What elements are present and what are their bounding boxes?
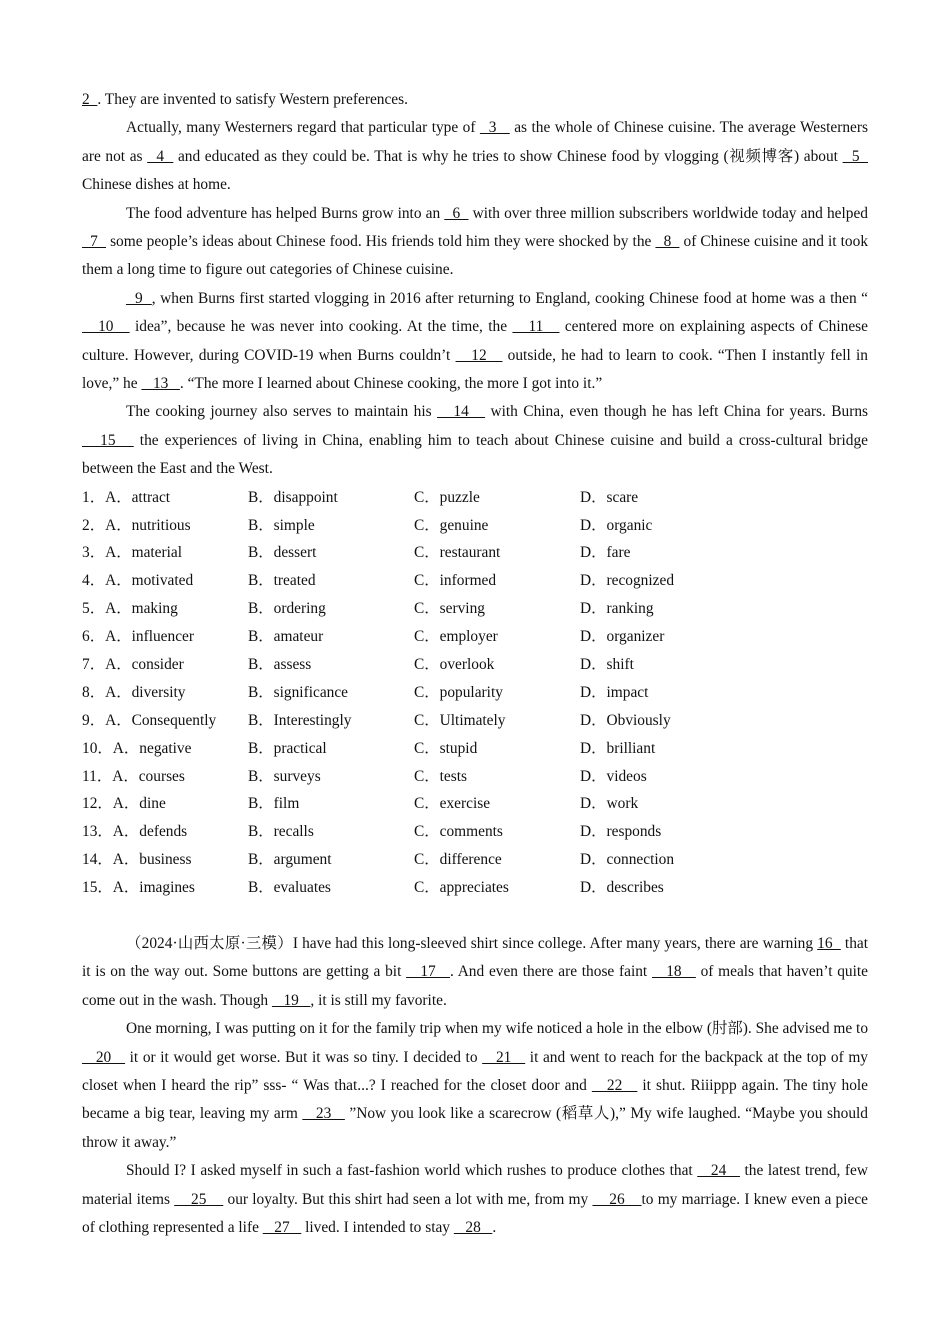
answer-blank: 3 bbox=[479, 119, 510, 137]
option-row bbox=[82, 707, 868, 735]
question-number: 9． bbox=[82, 711, 106, 729]
answer-blank: 9 bbox=[126, 289, 152, 307]
option-b[interactable] bbox=[248, 567, 414, 595]
option-text: C．popularity bbox=[414, 683, 503, 701]
answer-blank: 26 bbox=[592, 1190, 642, 1208]
option-a[interactable] bbox=[82, 567, 248, 595]
question-number: 11． bbox=[82, 767, 113, 785]
option-text: A．influencer bbox=[105, 628, 194, 646]
option-text: C．appreciates bbox=[414, 879, 509, 897]
option-row bbox=[82, 874, 868, 902]
option-text: D．scare bbox=[580, 488, 639, 506]
text-run: , it is still my favorite. bbox=[310, 991, 447, 1009]
question-number: 4． bbox=[82, 572, 106, 590]
option-text: A．attract bbox=[105, 488, 171, 506]
text-run: with China, even though he has left China for years. Burns bbox=[485, 403, 868, 421]
option-b[interactable] bbox=[248, 484, 414, 512]
question-number: 6． bbox=[82, 628, 106, 646]
option-text: A．courses bbox=[112, 767, 185, 785]
option-a[interactable] bbox=[82, 595, 248, 623]
option-row bbox=[82, 790, 868, 818]
option-text: C．serving bbox=[414, 600, 485, 618]
option-c[interactable] bbox=[414, 567, 580, 595]
text-run: centered more on explaining aspects of Chinese culture. However, during COVID-19 when Burns couldn’t bbox=[82, 318, 868, 364]
option-row bbox=[82, 763, 868, 791]
answer-blank: 21 bbox=[482, 1048, 526, 1066]
option-c[interactable] bbox=[414, 874, 580, 902]
option-text: A．business bbox=[112, 851, 192, 869]
option-text: B．Interestingly bbox=[248, 711, 352, 729]
option-row bbox=[82, 818, 868, 846]
answer-blank: 12 bbox=[455, 346, 503, 364]
option-text: D．organizer bbox=[580, 628, 665, 646]
text-run: outside, he had to learn to cook. “Then I instantly fell in love,” he bbox=[82, 346, 868, 393]
text-run: the experiences of living in China, enabling him to teach about Chinese cuisine and build a cross-cultural bridge between the East and the West. bbox=[82, 431, 868, 478]
section-spacer bbox=[82, 902, 868, 930]
text-run: it or it would get worse. But it was so tiny. I decided to bbox=[125, 1048, 483, 1066]
option-text: B．recalls bbox=[248, 823, 314, 841]
option-a[interactable] bbox=[82, 874, 248, 902]
text-run: of Chinese cuisine and it took them a long time to figure out categories of Chinese cuisine. bbox=[82, 233, 869, 279]
answer-blank: 10 bbox=[82, 318, 130, 336]
answer-blank: 4 bbox=[147, 147, 174, 165]
question-number: 5． bbox=[82, 600, 106, 618]
option-text: B．disappoint bbox=[248, 488, 338, 506]
option-a[interactable] bbox=[82, 539, 248, 567]
option-text: D．shift bbox=[580, 656, 634, 674]
answer-blank: 14 bbox=[437, 403, 486, 421]
option-c[interactable] bbox=[414, 846, 580, 874]
text-run: Actually, many Westerners regard that particular type of bbox=[126, 119, 480, 137]
text-run: Should I? I asked myself in such a fast-fashion world which rushes to produce clothes that bbox=[126, 1162, 698, 1180]
option-text: B．ordering bbox=[248, 600, 326, 618]
option-d[interactable] bbox=[580, 539, 740, 567]
option-b[interactable] bbox=[248, 651, 414, 679]
option-text: D．organic bbox=[580, 516, 653, 534]
option-text: B．significance bbox=[248, 683, 349, 701]
option-text: C．exercise bbox=[414, 795, 491, 813]
answer-blank: 7 bbox=[82, 233, 106, 251]
passage1-paragraph-0 bbox=[82, 86, 868, 114]
option-d[interactable] bbox=[580, 651, 740, 679]
option-d[interactable] bbox=[580, 707, 740, 735]
option-a[interactable] bbox=[82, 846, 248, 874]
text-run: , when Burns first started vlogging in 2016 after returning to England, cooking Chinese food at home was a then “ bbox=[151, 289, 868, 307]
option-a[interactable] bbox=[82, 512, 248, 540]
option-c[interactable] bbox=[414, 595, 580, 623]
option-row bbox=[82, 735, 868, 763]
option-b[interactable] bbox=[248, 512, 414, 540]
text-run: The cooking journey also serves to maintain his bbox=[126, 403, 438, 421]
text-run: ”Now you look like a scarecrow (稻草人),” My wife laughed. “Maybe you should throw it away.” bbox=[82, 1105, 868, 1151]
option-row bbox=[82, 679, 868, 707]
option-text: C．comments bbox=[414, 823, 503, 841]
option-c[interactable] bbox=[414, 707, 580, 735]
option-text: A．diversity bbox=[105, 683, 186, 701]
option-text: A．negative bbox=[112, 739, 192, 757]
option-row bbox=[82, 539, 868, 567]
text-run: . “The more I learned about Chinese cooking, the more I got into it.” bbox=[179, 375, 603, 393]
text-run: One morning, I was putting on it for the family trip when my wife noticed a hole in the elbow (肘部). She advised me to bbox=[126, 1020, 869, 1038]
answer-blank: 8 bbox=[655, 233, 680, 251]
option-text: A．material bbox=[105, 544, 183, 562]
option-text: D．Obviously bbox=[580, 711, 671, 729]
text-run: lived. I intended to stay bbox=[301, 1219, 454, 1237]
option-text: B．argument bbox=[248, 851, 332, 869]
option-row bbox=[82, 567, 868, 595]
option-d[interactable] bbox=[580, 846, 740, 874]
answer-blank: 2 bbox=[82, 91, 98, 108]
question-number: 10． bbox=[82, 739, 113, 757]
answer-blank: 17 bbox=[406, 963, 450, 981]
answer-blank: 22 bbox=[591, 1077, 638, 1095]
answer-blank: 24 bbox=[697, 1162, 740, 1180]
option-text: B．dessert bbox=[248, 544, 317, 562]
text-run: of meals that haven’t quite come out in the wash. Though bbox=[82, 963, 868, 1009]
option-d[interactable] bbox=[580, 567, 740, 595]
option-d[interactable] bbox=[580, 595, 740, 623]
option-row bbox=[82, 595, 868, 623]
answer-blank: 13 bbox=[141, 375, 180, 393]
option-text: B．simple bbox=[248, 516, 315, 534]
option-b[interactable] bbox=[248, 595, 414, 623]
option-text: C．employer bbox=[414, 628, 498, 646]
option-a[interactable] bbox=[82, 623, 248, 651]
text-run: idea”, because he was never into cooking. At the time, the bbox=[129, 318, 513, 336]
option-text: B．practical bbox=[248, 739, 327, 757]
option-text: B．evaluates bbox=[248, 879, 331, 897]
option-c[interactable] bbox=[414, 679, 580, 707]
question-number: 7． bbox=[82, 656, 106, 674]
question-number: 13． bbox=[82, 823, 113, 841]
option-b[interactable] bbox=[248, 707, 414, 735]
passage2-paragraph-2 bbox=[82, 1157, 868, 1242]
option-text: A．consider bbox=[105, 656, 184, 674]
option-text: D．brilliant bbox=[580, 739, 656, 757]
text-run: to my marriage. I knew even a piece of clothing represented a life bbox=[82, 1190, 868, 1237]
text-run: The food adventure has helped Burns grow into an bbox=[126, 204, 445, 222]
option-text: D．videos bbox=[580, 767, 647, 785]
answer-blank: 16 bbox=[817, 935, 841, 953]
answer-blank: 28 bbox=[453, 1219, 493, 1237]
option-text: D．responds bbox=[580, 823, 662, 841]
text-run: . bbox=[492, 1219, 497, 1237]
passage2-paragraph-0 bbox=[82, 930, 868, 1015]
option-text: A．dine bbox=[112, 795, 166, 813]
text-run: the latest trend, few material items bbox=[82, 1162, 868, 1208]
option-d[interactable] bbox=[580, 679, 740, 707]
text-run: （2024·山西太原·三模）I have had this long-sleeved shirt since college. After many years, there are warning bbox=[126, 935, 818, 953]
option-c[interactable] bbox=[414, 818, 580, 846]
option-b[interactable] bbox=[248, 790, 414, 818]
option-d[interactable] bbox=[580, 763, 740, 791]
option-text: D．ranking bbox=[580, 600, 654, 618]
text-run: and educated as they could be. That is why he tries to show Chinese food by vlogging (视频博客) about bbox=[173, 147, 843, 165]
option-text: D．fare bbox=[580, 544, 631, 562]
option-text: C．restaurant bbox=[414, 544, 501, 562]
option-text: A．nutritious bbox=[105, 516, 191, 534]
answer-blank: 25 bbox=[174, 1190, 224, 1208]
passage1-paragraph-3 bbox=[82, 285, 868, 399]
option-d[interactable] bbox=[580, 735, 740, 763]
text-run: it and went to reach for the backpack at the top of my closet when I heard the rip” sss- “ Was that...? I reached for the closet door and bbox=[82, 1048, 868, 1095]
option-text: A．Consequently bbox=[105, 711, 217, 729]
option-text: C．informed bbox=[414, 572, 497, 590]
option-b[interactable] bbox=[248, 874, 414, 902]
text-run: it shut. Riiippp again. The tiny hole became a big tear, leaving my arm bbox=[82, 1077, 869, 1123]
question-number: 14． bbox=[82, 851, 113, 869]
option-text: D．recognized bbox=[580, 572, 675, 590]
option-row bbox=[82, 846, 868, 874]
passage2-paragraph-1 bbox=[82, 1015, 868, 1157]
option-a[interactable] bbox=[82, 763, 248, 791]
text-run: Chinese dishes at home. bbox=[82, 176, 231, 194]
question-number: 8． bbox=[82, 683, 106, 701]
option-c[interactable] bbox=[414, 623, 580, 651]
option-text: D．impact bbox=[580, 683, 649, 701]
option-c[interactable] bbox=[414, 484, 580, 512]
option-a[interactable] bbox=[82, 818, 248, 846]
option-text: D．work bbox=[580, 795, 639, 813]
question-number: 12． bbox=[82, 795, 113, 813]
option-b[interactable] bbox=[248, 679, 414, 707]
answer-blank: 23 bbox=[302, 1105, 345, 1123]
option-text: B．amateur bbox=[248, 628, 324, 646]
option-text: C．puzzle bbox=[414, 488, 480, 506]
option-b[interactable] bbox=[248, 846, 414, 874]
text-run: . And even there are those faint bbox=[449, 963, 652, 981]
option-b[interactable] bbox=[248, 735, 414, 763]
answer-blank: 18 bbox=[651, 963, 696, 981]
option-row bbox=[82, 512, 868, 540]
option-text: B．surveys bbox=[248, 767, 321, 785]
passage1-paragraph-1 bbox=[82, 114, 868, 199]
answer-blank: 15 bbox=[82, 431, 134, 449]
option-a[interactable] bbox=[82, 484, 248, 512]
text-run: as the whole of Chinese cuisine. The average Westerners are not as bbox=[82, 119, 868, 165]
answer-blank: 5 bbox=[842, 147, 868, 165]
option-d[interactable] bbox=[580, 623, 740, 651]
answer-blank: 19 bbox=[271, 991, 311, 1009]
option-row bbox=[82, 484, 868, 512]
option-row bbox=[82, 651, 868, 679]
option-b[interactable] bbox=[248, 539, 414, 567]
option-row bbox=[82, 623, 868, 651]
option-c[interactable] bbox=[414, 512, 580, 540]
text-run: some people’s ideas about Chinese food. His friends told him they were shocked by the bbox=[106, 233, 656, 251]
question-number: 3． bbox=[82, 544, 106, 562]
option-text: B．film bbox=[248, 795, 300, 813]
option-text: A．making bbox=[105, 600, 178, 618]
option-c[interactable] bbox=[414, 539, 580, 567]
option-d[interactable] bbox=[580, 512, 740, 540]
option-d[interactable] bbox=[580, 874, 740, 902]
option-c[interactable] bbox=[414, 790, 580, 818]
option-text: B．assess bbox=[248, 656, 312, 674]
option-a[interactable] bbox=[82, 651, 248, 679]
answer-blank: 6 bbox=[444, 204, 469, 222]
passage1-paragraph-4 bbox=[82, 398, 868, 483]
answer-blank: 27 bbox=[262, 1219, 302, 1237]
option-d[interactable] bbox=[580, 790, 740, 818]
option-text: B．treated bbox=[248, 572, 316, 590]
option-c[interactable] bbox=[414, 651, 580, 679]
option-d[interactable] bbox=[580, 484, 740, 512]
option-text: C．Ultimately bbox=[414, 711, 506, 729]
text-run: our loyalty. But this shirt had seen a lot with me, from my bbox=[223, 1190, 593, 1208]
option-text: C．tests bbox=[414, 767, 468, 785]
passage1-paragraph-2 bbox=[82, 200, 868, 285]
answer-blank: 20 bbox=[82, 1048, 126, 1066]
option-d[interactable] bbox=[580, 818, 740, 846]
option-text: C．genuine bbox=[414, 516, 489, 534]
text-run: with over three million subscribers worldwide today and helped bbox=[468, 204, 868, 222]
text-run: that it is on the way out. Some buttons are getting a bit bbox=[82, 935, 868, 981]
option-a[interactable] bbox=[82, 735, 248, 763]
document-page bbox=[82, 86, 868, 1243]
option-b[interactable] bbox=[248, 818, 414, 846]
option-text: A．motivated bbox=[105, 572, 194, 590]
option-text: D．describes bbox=[580, 879, 664, 897]
option-c[interactable] bbox=[414, 735, 580, 763]
option-c[interactable] bbox=[414, 763, 580, 791]
question-number: 15． bbox=[82, 879, 113, 897]
option-b[interactable] bbox=[248, 623, 414, 651]
option-a[interactable] bbox=[82, 707, 248, 735]
option-text: C．difference bbox=[414, 851, 502, 869]
option-a[interactable] bbox=[82, 679, 248, 707]
answer-blank: 11 bbox=[512, 318, 560, 336]
text-run: . They are invented to satisfy Western preferences. bbox=[97, 91, 408, 108]
option-a[interactable] bbox=[82, 790, 248, 818]
option-text: A．imagines bbox=[112, 879, 195, 897]
option-text: D．connection bbox=[580, 851, 675, 869]
option-text: A．defends bbox=[112, 823, 188, 841]
question-number: 1． bbox=[82, 488, 106, 506]
option-text: C．overlook bbox=[414, 656, 495, 674]
answer-options bbox=[82, 484, 868, 902]
question-number: 2． bbox=[82, 516, 106, 534]
option-b[interactable] bbox=[248, 763, 414, 791]
option-text: C．stupid bbox=[414, 739, 478, 757]
